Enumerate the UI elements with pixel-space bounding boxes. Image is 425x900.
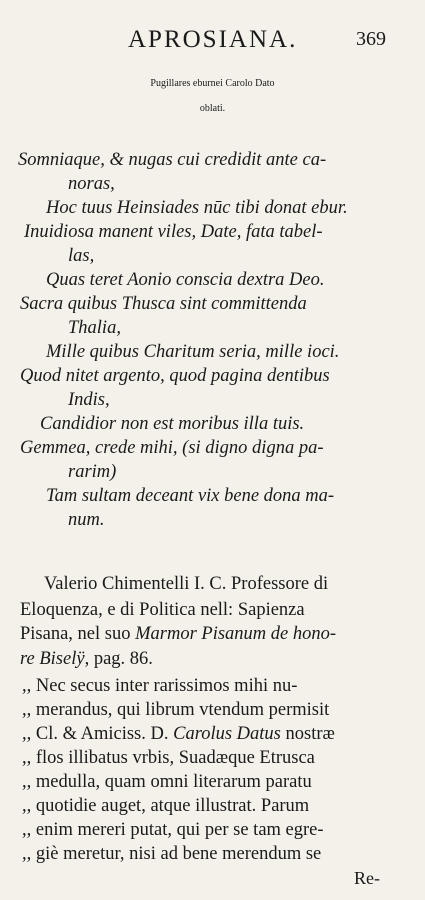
citation-work-title: Marmor Pisanum de hono- [135, 624, 337, 644]
citation-page-ref: , pag. 86. [84, 649, 153, 669]
page-header [0, 24, 425, 60]
quote-line-1: ,, Nec secus inter rarissimos mihi nu- [22, 676, 298, 696]
quote-line-6: ,, quotidie auget, atque illustrat. Parum [22, 796, 310, 816]
citation-line-3-text: Pisana, nel suo [20, 624, 136, 644]
poem-line-6: Quas teret Aonio conscia dextra Deo. [46, 270, 325, 290]
poem-line-15: Tam sultam deceant vix bene dona ma- [46, 486, 335, 506]
poem-line-4: Inuidiosa manent viles, Date, fata tabel- [24, 222, 323, 242]
page-number: 369 [356, 28, 386, 50]
quote-line-8: ,, giè meretur, nisi ad bene merendum se [22, 844, 322, 864]
poem-line-13: Gemmea, crede mihi, (si digno digna pa- [20, 438, 324, 458]
poem-line-12: Candidior non est moribus illa tuis. [40, 414, 305, 434]
poem-line-16: num. [68, 510, 105, 530]
poem-title-line2: oblati. [199, 103, 226, 114]
citation-work-title-end: re Biselÿ [20, 649, 85, 669]
poem-line-9: Mille quibus Charitum seria, mille ioci. [46, 342, 340, 362]
quote-line-3 [22, 724, 335, 745]
poem-line-14: rarim) [68, 462, 117, 482]
poem-title-line1: Pugillares eburnei Carolo Dato [150, 78, 275, 89]
running-title: APROSIANA. [128, 26, 298, 53]
quote-line-3-text: ,, Cl. & Amiciss. D. [22, 724, 174, 744]
quote-line-3-end: nostræ [280, 724, 335, 744]
quote-line-2: ,, merandus, qui librum vtendum permisit [22, 700, 330, 720]
poem-line-8: Thalia, [68, 318, 121, 338]
quote-line-5: ,, medulla, quam omni literarum paratu [22, 772, 312, 792]
citation-line-2: Eloquenza, e di Politica nell: Sapienza [20, 600, 305, 620]
catchword: Re- [354, 868, 380, 888]
citation-line-3 [20, 624, 336, 645]
poem-line-5: las, [68, 246, 95, 266]
poem-line-1: Somniaque, & nugas cui credidit ante ca- [18, 150, 327, 170]
poem-line-11: Indis, [68, 390, 110, 410]
quote-person-name: Carolus Datus [173, 724, 281, 744]
poem-line-10: Quod nitet argento, quod pagina dentibus [20, 366, 330, 386]
poem-line-3: Hoc tuus Heinsiades nūc tibi donat ebur. [46, 198, 348, 218]
poem-line-7: Sacra quibus Thusca sint committenda [20, 294, 307, 314]
citation-line-1: Valerio Chimentelli I. C. Professore di [44, 574, 329, 594]
quote-line-4: ,, flos illibatus vrbis, Suadæque Etrusca [22, 748, 315, 768]
citation-line-4 [20, 649, 153, 670]
quote-line-7: ,, enim mereri putat, qui per se tam egre- [22, 820, 324, 840]
poem-line-2: noras, [68, 174, 115, 194]
